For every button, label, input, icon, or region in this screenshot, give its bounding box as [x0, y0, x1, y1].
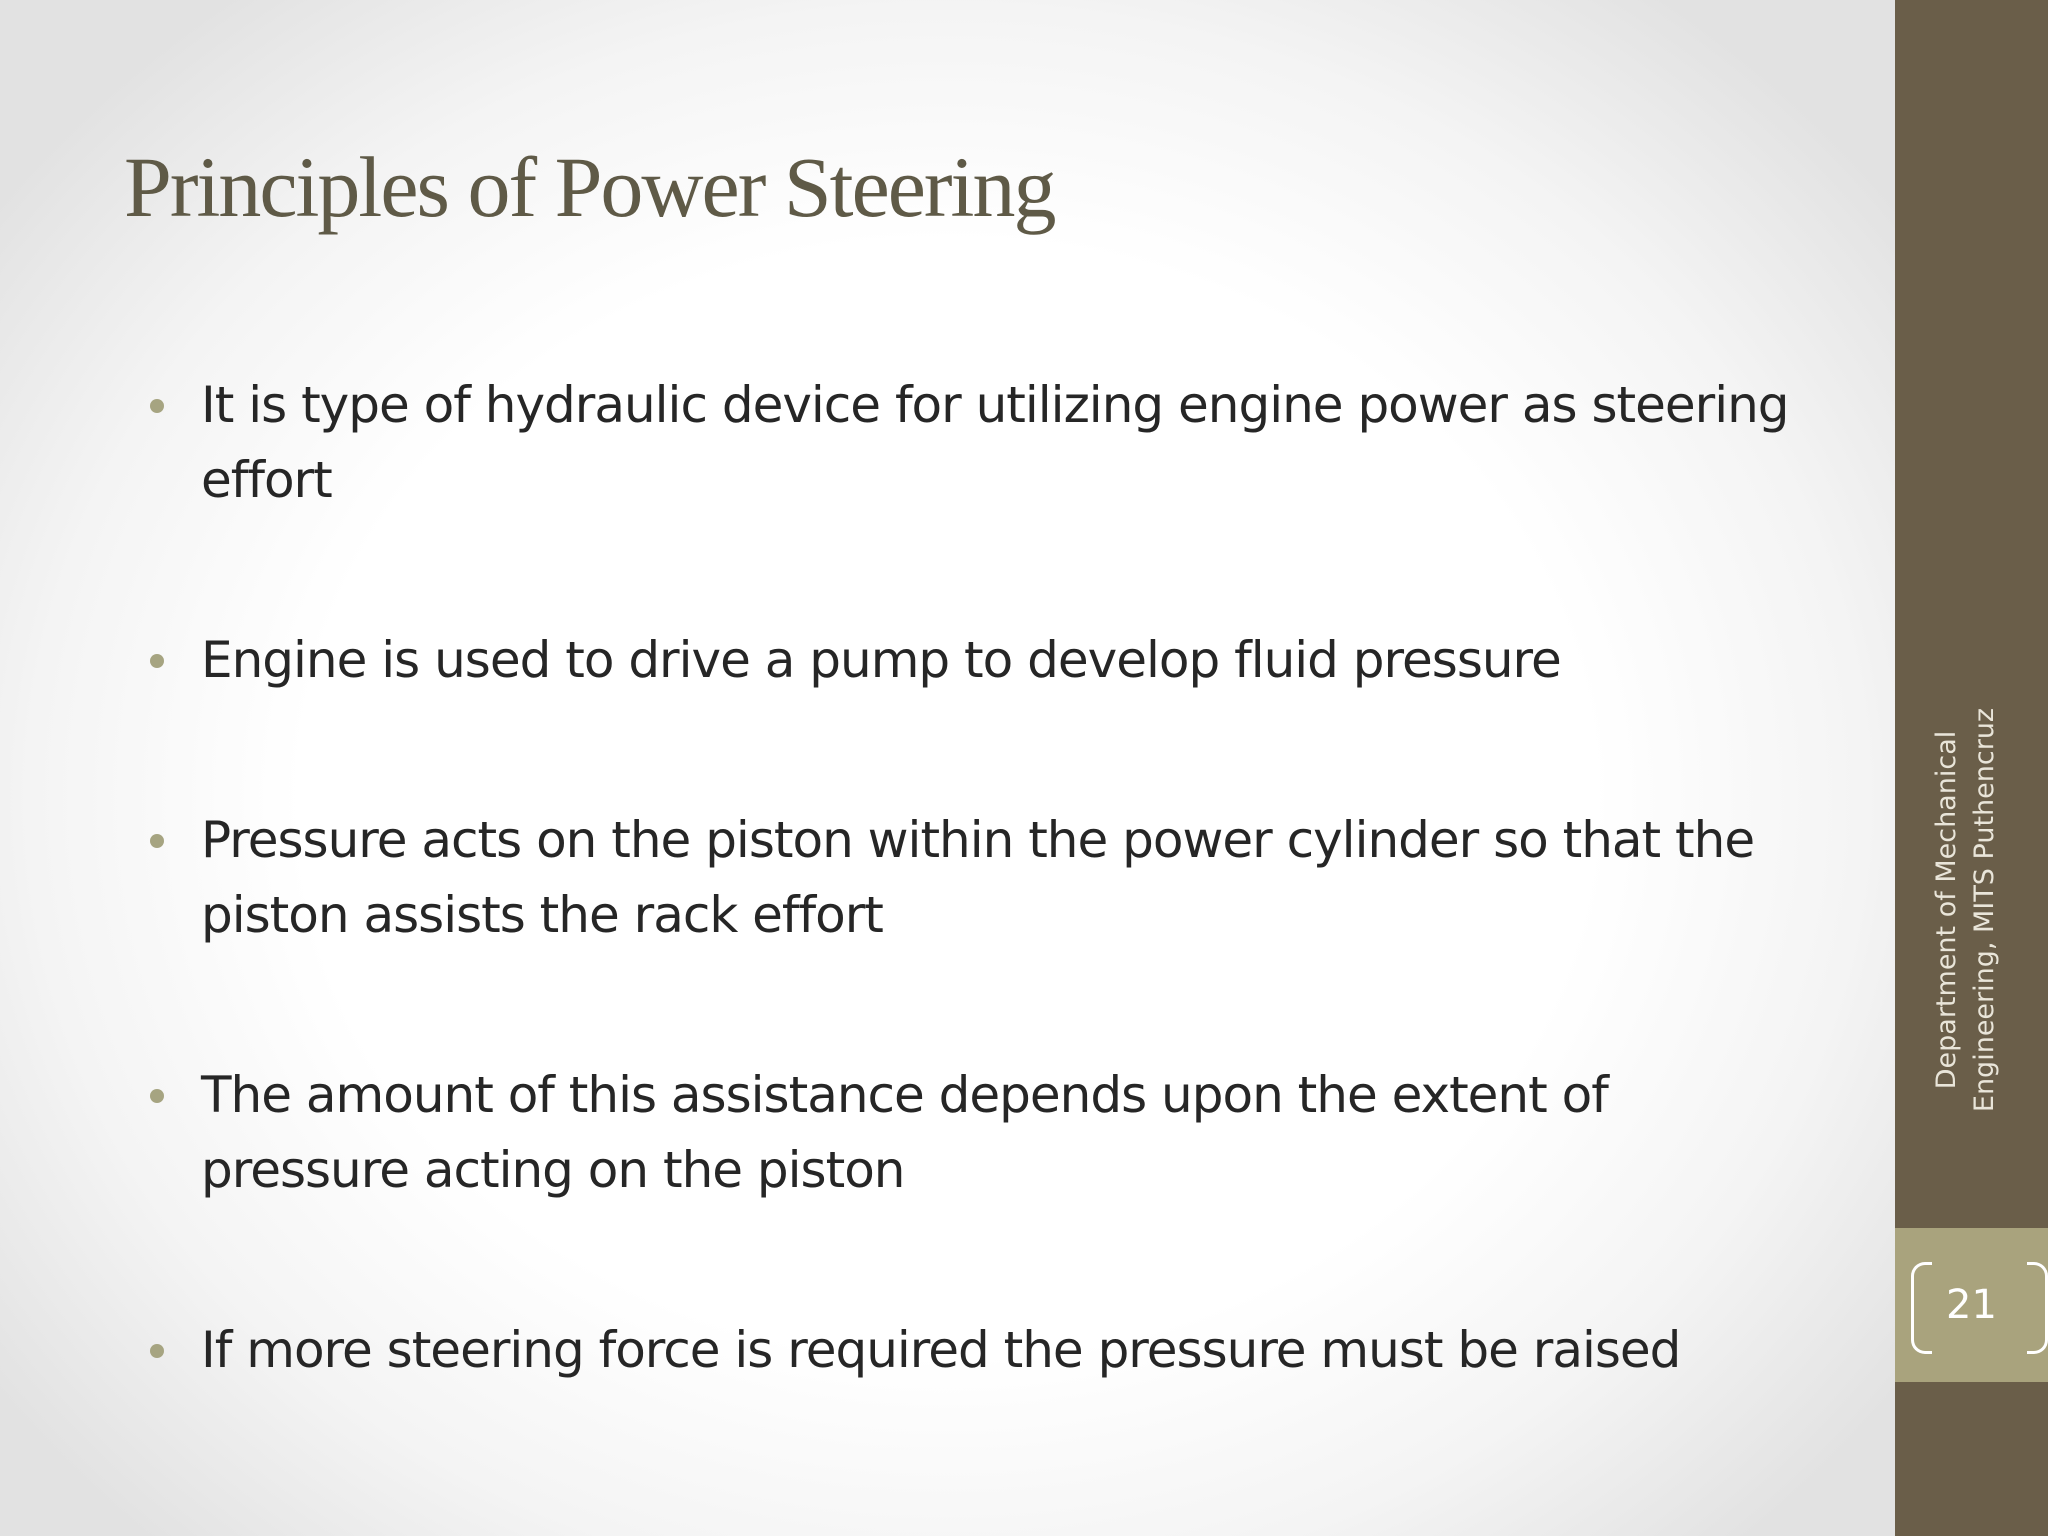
bullet-dot-icon: [150, 1344, 164, 1358]
footer-line-institution: Engineering, MITS Puthencruz: [1969, 707, 2000, 1113]
bullet-item: [140, 1313, 1800, 1388]
bullet-list: [140, 368, 1800, 1388]
footer-text: [1928, 700, 2004, 1120]
bullet-text: The amount of this assistance depends upon the extent of pressure acting on the piston: [201, 1066, 1608, 1199]
bullet-text: Engine is used to drive a pump to develop fluid pressure: [201, 631, 1561, 689]
page-number-box: [1895, 1228, 2048, 1382]
bullet-item: [140, 368, 1800, 518]
bullet-item: [140, 1058, 1800, 1208]
bullet-dot-icon: [150, 654, 164, 668]
slide-title: Principles of Power Steering: [124, 139, 1055, 235]
bullet-text: Pressure acts on the piston within the power cylinder so that the piston assists the rack effort: [201, 811, 1755, 944]
footer-line-department: Department of Mechanical: [1931, 730, 1962, 1090]
bullet-item: [140, 803, 1800, 953]
bullet-dot-icon: [150, 834, 164, 848]
bullet-text: If more steering force is required the pressure must be raised: [201, 1321, 1681, 1379]
bullet-dot-icon: [150, 1089, 164, 1103]
bullet-dot-icon: [150, 399, 164, 413]
page-number: 21: [1946, 1282, 1997, 1328]
bullet-item: [140, 623, 1800, 698]
bullet-text: It is type of hydraulic device for utilizing engine power as steering effort: [201, 376, 1789, 509]
